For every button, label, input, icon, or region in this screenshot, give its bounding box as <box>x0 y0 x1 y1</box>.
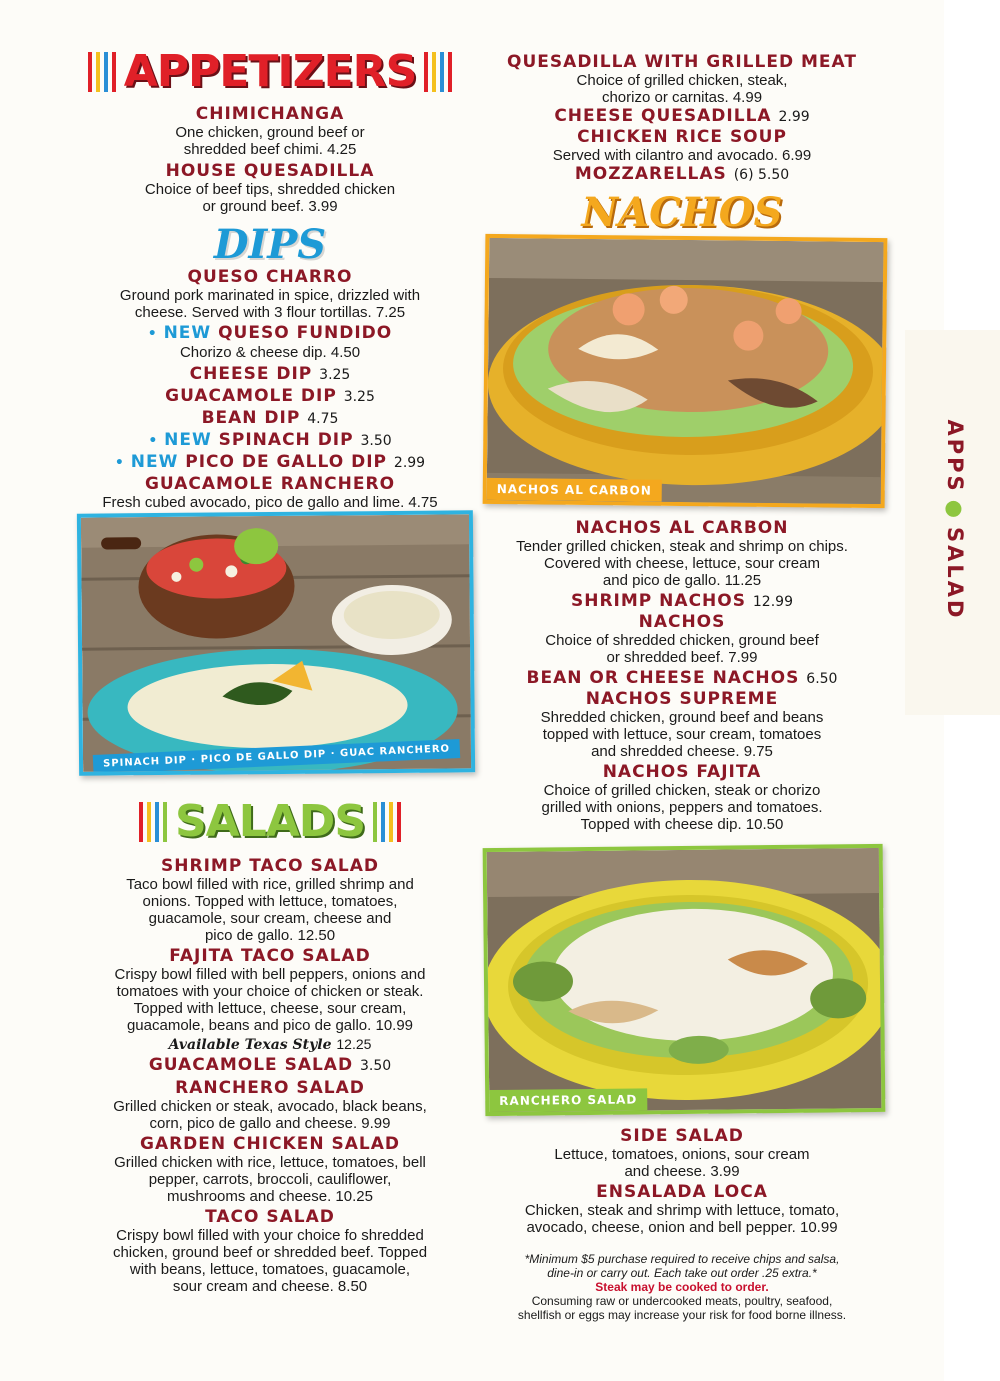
item-desc: Grilled chicken or steak, avocado, black beans, <box>113 1098 427 1115</box>
menu-item <box>476 518 888 589</box>
item-name: GARDEN CHICKEN SALAD <box>139 1134 400 1154</box>
item-price: 6.50 <box>806 671 838 687</box>
menu-item <box>70 323 470 361</box>
item-name: SIDE SALAD <box>620 1126 744 1146</box>
stripes-icon <box>424 52 452 92</box>
menu-item <box>476 612 888 666</box>
bullet-icon: • <box>114 455 131 471</box>
item-desc: Grilled chicken with rice, lettuce, tomatoes, bell <box>114 1154 426 1171</box>
item-price: 2.99 <box>393 455 426 471</box>
appetizers-title: APPETIZERS <box>123 46 417 97</box>
item-name: NACHOS <box>638 612 726 632</box>
salad-photo <box>483 844 886 1116</box>
item-name: HOUSE QUESADILLA <box>165 161 375 181</box>
dips-photo <box>77 510 475 775</box>
menu-item <box>70 1078 470 1132</box>
menu-item <box>476 1126 888 1180</box>
item-desc: Crispy bowl filled with bell peppers, onions and <box>114 966 426 983</box>
item-name: CHIMICHANGA <box>195 104 345 124</box>
item-name-text: SPINACH DIP <box>218 430 354 450</box>
nachos-title: NACHOS <box>581 189 783 236</box>
item-price: 3.50 <box>360 1058 392 1074</box>
item-desc: Chicken, steak and shrimp with lettuce, tomato, <box>524 1202 840 1219</box>
new-badge: NEW <box>130 452 179 472</box>
item-desc: Served with cilantro and avocado. 6.99 <box>552 147 812 164</box>
item-name: NACHOS AL CARBON <box>575 518 789 538</box>
item-name-text: CHEESE QUESADILLA <box>554 106 772 126</box>
item-desc: pepper, carrots, broccoli, cauliflower, <box>148 1171 392 1188</box>
appetizers-header <box>70 46 470 97</box>
nachos-photo-label: NACHOS AL CARBON <box>487 478 662 502</box>
menu-item <box>476 668 888 689</box>
menu-item <box>70 856 470 944</box>
item-desc: sour cream and cheese. 8.50 <box>172 1278 368 1295</box>
footnotes <box>476 1252 888 1322</box>
nachos-photo-image <box>487 238 888 508</box>
item-desc: Topped with cheese dip. 10.50 <box>580 816 784 833</box>
item-name-text: PICO DE GALLO DIP <box>185 452 387 472</box>
item-desc: onions. Topped with lettuce, tomatoes, <box>142 893 398 910</box>
item-desc: Shredded chicken, ground beef and beans <box>540 709 824 726</box>
item-name-text: SHRIMP NACHOS <box>571 591 746 611</box>
item-name-text: QUESO FUNDIDO <box>218 323 393 343</box>
footnote-line: *Minimum $5 purchase required to receive chips and salsa, <box>524 1252 840 1266</box>
right-salads-column <box>476 1126 888 1322</box>
item-desc: and shredded cheese. 9.75 <box>591 743 773 760</box>
bullet-icon: • <box>147 326 164 342</box>
item-desc: mushrooms and cheese. 10.25 <box>167 1188 373 1205</box>
salads-header <box>70 796 470 847</box>
item-price: (6) 5.50 <box>733 167 790 183</box>
bullet-icon: • <box>148 433 165 449</box>
item-desc: chorizo or carnitas. 4.99 <box>601 89 763 106</box>
item-name-text: CHEESE DIP <box>189 364 313 384</box>
dips-photo-image <box>81 514 475 775</box>
footnote-line: dine-in or carry out. Each take out order .25 extra.* <box>547 1266 817 1280</box>
item-desc: and cheese. 3.99 <box>624 1163 740 1180</box>
salad-photo-label: RANCHERO SALAD <box>489 1088 647 1112</box>
item-desc: Lettuce, tomatoes, onions, sour cream <box>554 1146 810 1163</box>
item-desc: Choice of grilled chicken, steak or chorizo <box>543 782 821 799</box>
item-desc: Choice of grilled chicken, steak, <box>576 72 788 89</box>
menu-item <box>476 689 888 760</box>
item-desc: topped with lettuce, sour cream, tomatoes <box>542 726 822 743</box>
item-desc: tomatoes with your choice of chicken or steak. <box>116 983 424 1000</box>
item-desc: guacamole, beans and pico de gallo. 10.99 <box>126 1017 414 1034</box>
menu-item <box>70 430 470 451</box>
item-desc: corn, pico de gallo and cheese. 9.99 <box>149 1115 391 1132</box>
menu-item <box>70 1207 470 1295</box>
menu-item <box>70 364 470 385</box>
item-desc: or shredded beef. 7.99 <box>606 649 758 666</box>
item-price: 3.25 <box>319 367 351 383</box>
item-desc: Covered with cheese, lettuce, sour cream <box>544 555 820 572</box>
item-desc: One chicken, ground beef or <box>175 124 365 141</box>
menu-item <box>476 106 888 127</box>
item-price: 2.99 <box>778 109 810 125</box>
item-name: QUESO CHARRO <box>187 267 353 287</box>
item-desc: Choice of beef tips, shredded chicken <box>144 181 396 198</box>
item-desc: avocado, cheese, onion and bell pepper. 10.99 <box>526 1219 838 1236</box>
menu-item <box>70 474 470 511</box>
right-column-top <box>476 52 888 236</box>
item-name: NACHOS FAJITA <box>602 762 762 782</box>
menu-item <box>476 127 888 164</box>
menu-item <box>70 1134 470 1205</box>
dips-title: DIPS <box>213 221 327 268</box>
item-desc: shredded beef chimi. 4.25 <box>183 141 357 158</box>
nachos-column <box>476 518 888 833</box>
item-price: 12.25 <box>336 1036 372 1052</box>
menu-item <box>70 946 470 1055</box>
section-tab-apps: APPS <box>943 419 967 494</box>
stripes-icon <box>373 802 401 842</box>
item-desc: or ground beef. 3.99 <box>202 198 338 215</box>
tab-dot-icon: ● <box>943 499 967 522</box>
item-desc: Chorizo & cheese dip. 4.50 <box>179 344 361 361</box>
item-name-text: GUACAMOLE DIP <box>165 386 337 406</box>
salads-title: SALADS <box>174 796 366 847</box>
item-price: 4.75 <box>307 411 339 427</box>
item-name-text: GUACAMOLE SALAD <box>148 1055 354 1075</box>
item-desc: grilled with onions, peppers and tomatoes. <box>541 799 823 816</box>
item-desc: pico de gallo. 12.50 <box>204 927 336 944</box>
stripes-icon <box>88 52 116 92</box>
stripes-icon <box>139 802 167 842</box>
item-desc: and pico de gallo. 11.25 <box>602 572 762 589</box>
texas-style-label: Available Texas Style <box>168 1037 332 1053</box>
footnote-line: shellfish or eggs may increase your risk for food borne illness. <box>517 1308 847 1322</box>
menu-item <box>70 408 470 429</box>
menu-item <box>476 1182 888 1236</box>
salads-column <box>70 796 470 1295</box>
item-desc: cheese. Served with 3 flour tortillas. 7.25 <box>134 304 406 321</box>
dips-photo-label: SPINACH DIP · PICO DE GALLO DIP · GUAC RANCHERO <box>93 739 461 774</box>
item-name: NACHOS SUPREME <box>585 689 779 709</box>
menu-item <box>70 161 470 215</box>
item-name: QUESADILLA WITH GRILLED MEAT <box>507 52 857 72</box>
menu-item <box>70 267 470 321</box>
nachos-photo <box>483 234 888 508</box>
item-desc: with beans, lettuce, tomatoes, guacamole, <box>129 1261 411 1278</box>
item-name: FAJITA TACO SALAD <box>169 946 371 966</box>
new-badge: NEW <box>163 323 212 343</box>
item-name-text: BEAN OR CHEESE NACHOS <box>526 668 800 688</box>
menu-item <box>70 104 470 158</box>
item-name: SHRIMP TACO SALAD <box>161 856 379 876</box>
menu-item <box>70 452 470 473</box>
item-name: ENSALADA LOCA <box>596 1182 768 1202</box>
section-tab-label <box>943 420 967 621</box>
item-name: GUACAMOLE RANCHERO <box>144 474 396 494</box>
item-desc: Fresh cubed avocado, pico de gallo and lime. 4.75 <box>102 494 438 511</box>
item-desc: Ground pork marinated in spice, drizzled with <box>119 287 421 304</box>
item-desc: Choice of shredded chicken, ground beef <box>545 632 819 649</box>
menu-item <box>476 762 888 833</box>
item-price: 3.50 <box>360 433 392 449</box>
item-price: 3.25 <box>343 389 375 405</box>
item-desc: Tender grilled chicken, steak and shrimp on chips. <box>516 538 848 555</box>
item-name <box>70 323 470 344</box>
texas-style-note <box>70 1034 470 1055</box>
item-price: 12.99 <box>752 594 793 610</box>
salad-photo-image <box>487 848 886 1116</box>
item-desc: Crispy bowl filled with your choice fo shredded <box>116 1227 424 1244</box>
item-desc: guacamole, sour cream, cheese and <box>148 910 392 927</box>
item-name: RANCHERO SALAD <box>175 1078 365 1098</box>
menu-item <box>476 164 888 185</box>
item-name-text: BEAN DIP <box>201 408 301 428</box>
menu-item <box>476 52 888 106</box>
item-name-text: MOZZARELLAS <box>574 164 727 184</box>
menu-item <box>70 1055 470 1076</box>
section-tab-salad: SALAD <box>943 527 967 621</box>
menu-item <box>476 591 888 612</box>
item-desc: chicken, ground beef or shredded beef. Topped <box>112 1244 428 1261</box>
item-name: TACO SALAD <box>205 1207 335 1227</box>
item-desc: Taco bowl filled with rice, grilled shrimp and <box>126 876 414 893</box>
item-name: CHICKEN RICE SOUP <box>577 127 787 147</box>
footnote-line: Consuming raw or undercooked meats, poultry, seafood, <box>531 1294 833 1308</box>
footnote-steak: Steak may be cooked to order. <box>595 1280 769 1294</box>
left-column-top <box>70 46 470 511</box>
item-desc: Topped with lettuce, cheese, sour cream, <box>133 1000 407 1017</box>
menu-item <box>70 386 470 407</box>
new-badge: NEW <box>164 430 212 450</box>
